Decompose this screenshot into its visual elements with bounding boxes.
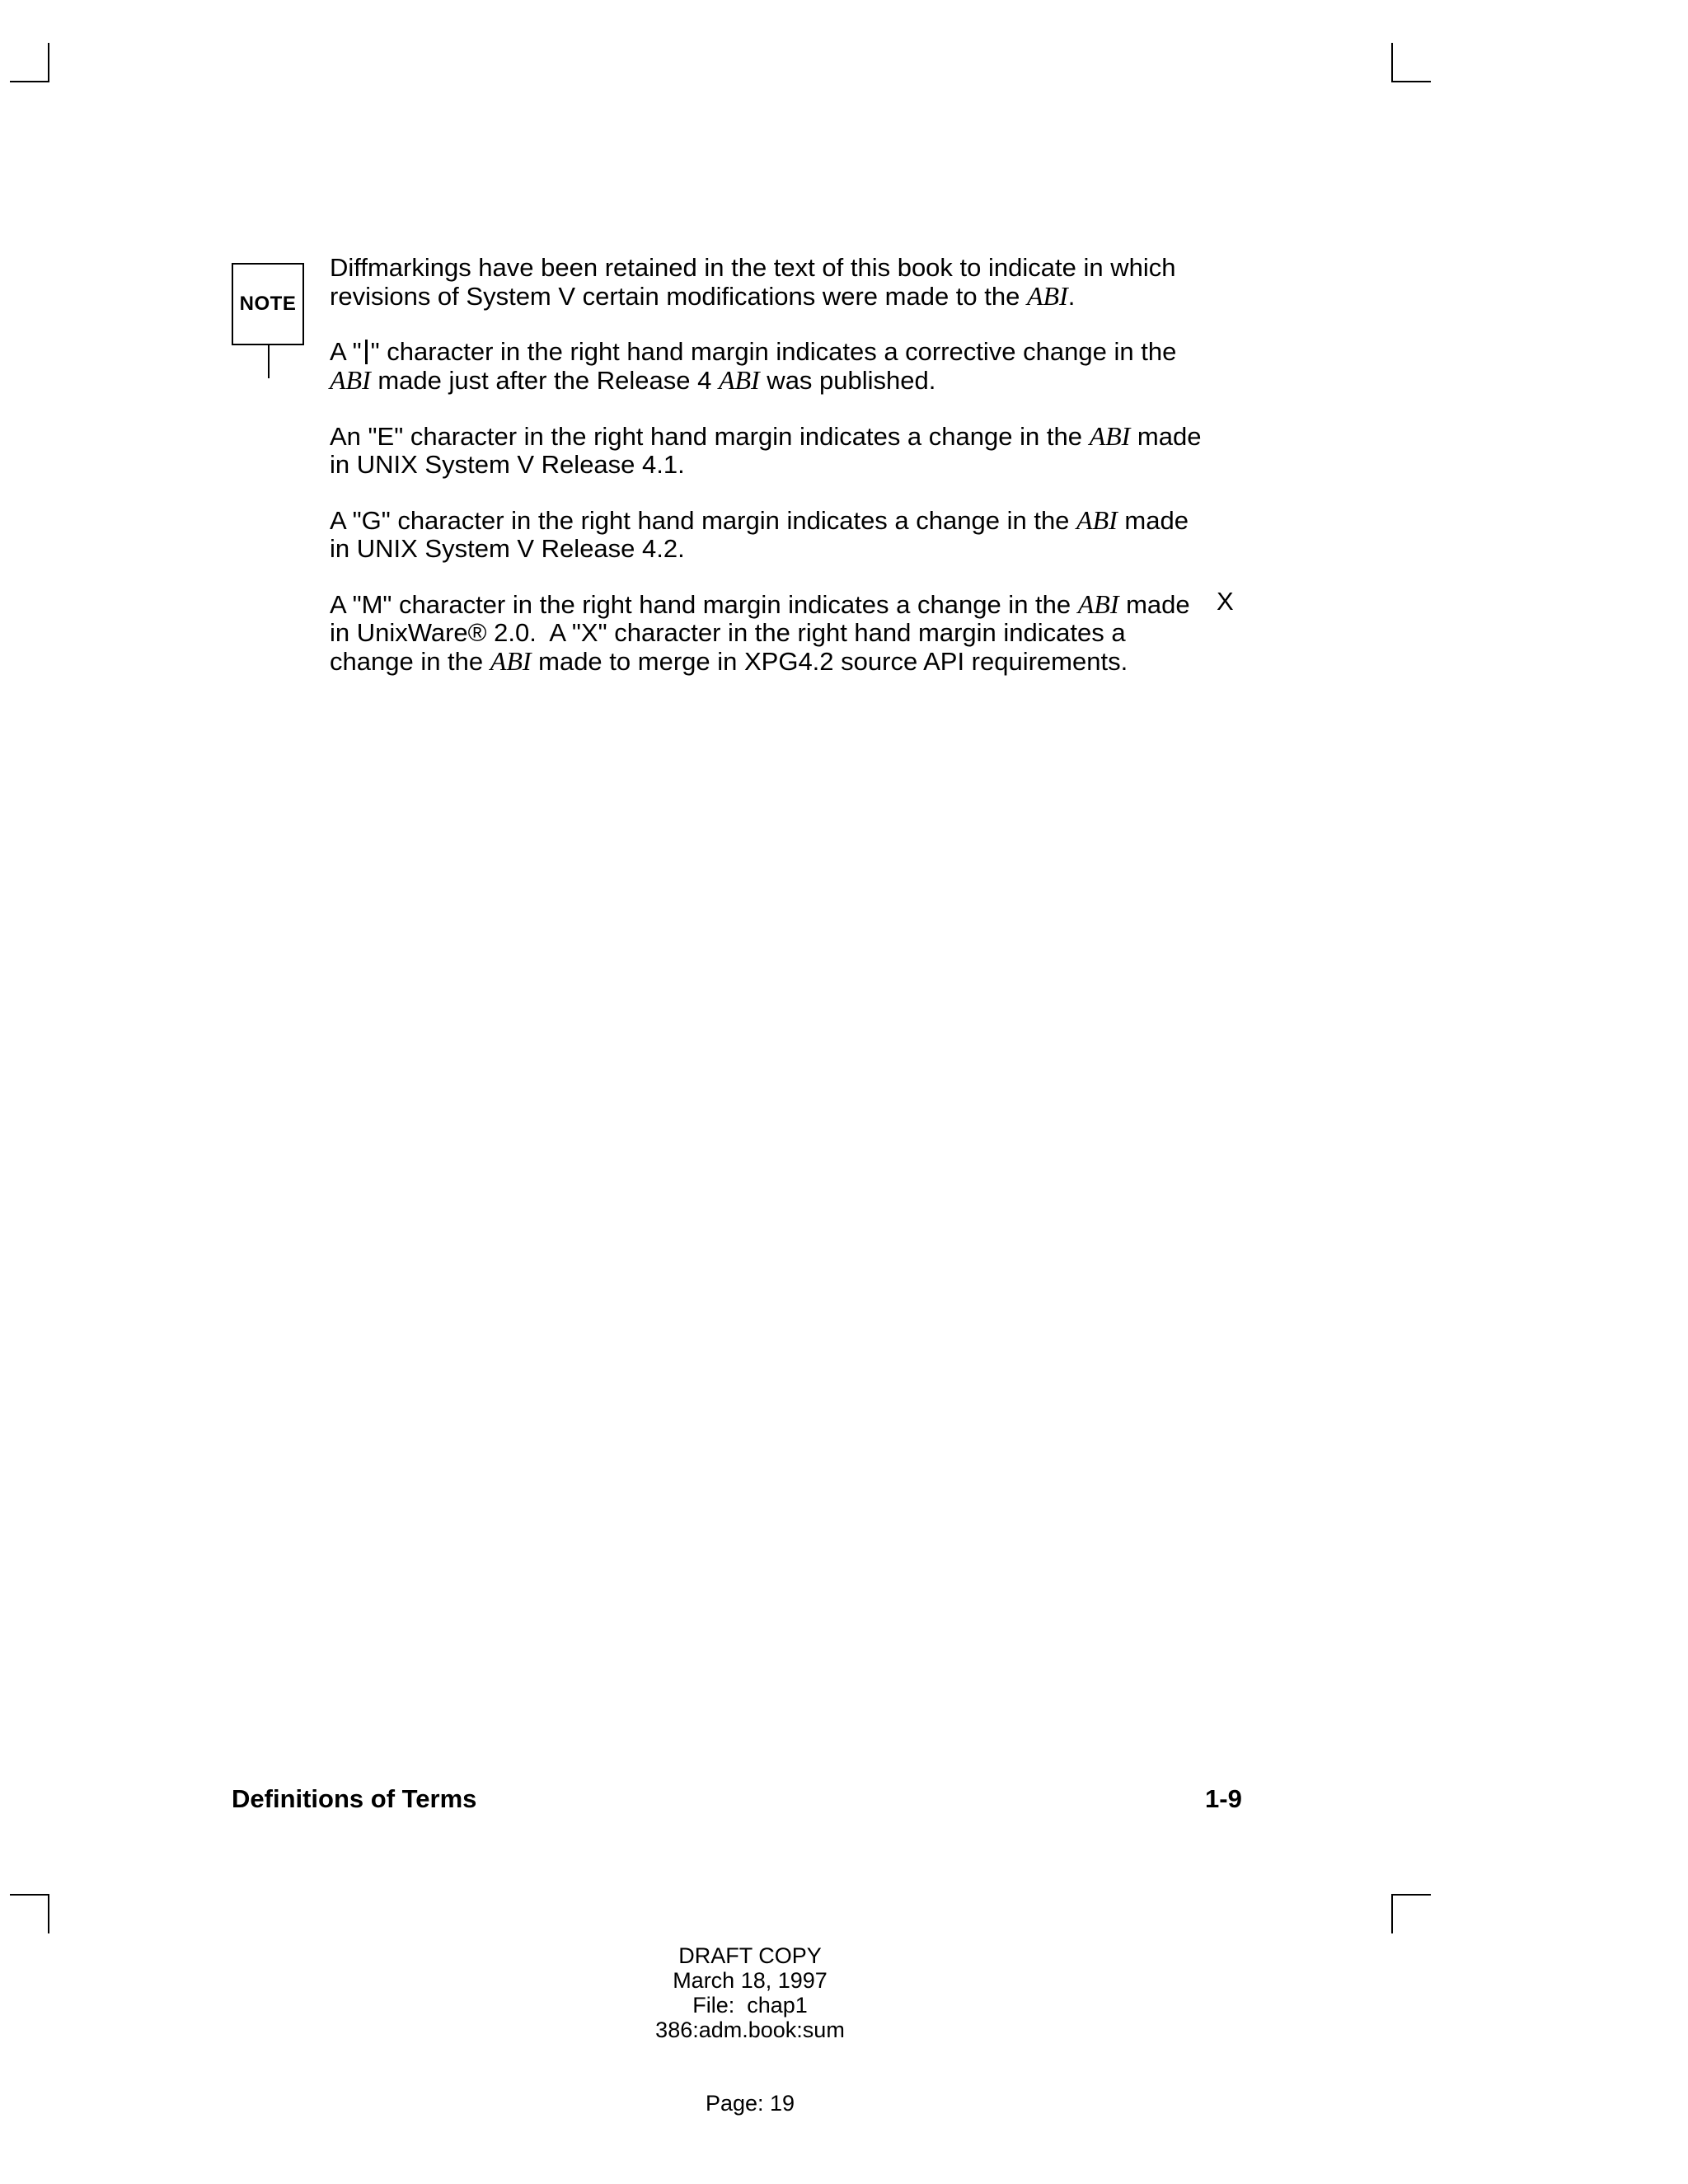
paragraph-m-x-marker [330, 590, 1203, 676]
note-box [232, 263, 304, 345]
crop-mark-bottom-right-vertical [1391, 1894, 1393, 1933]
paragraph-text: change in the [330, 647, 490, 676]
paragraph-text: Diffmarkings have been retained in the text of this book to indicate in which [330, 253, 1176, 282]
paragraph-text: A "G" character in the right hand margin indicates a change in the [330, 506, 1077, 535]
paragraph-text: revisions of System V certain modifications were made to the [330, 282, 1027, 311]
note-label: NOTE [239, 293, 297, 315]
draft-book: 386:adm.book:sum [655, 2018, 845, 2042]
draft-date: March 18, 1997 [673, 1968, 828, 1993]
abi-term: ABI [330, 365, 371, 395]
abi-term: ABI [1089, 421, 1131, 451]
note-body [330, 254, 1203, 703]
abi-term: ABI [718, 365, 760, 395]
draft-label: DRAFT COPY [678, 1943, 822, 1968]
paragraph-text: A "M" character in the right hand margin indicates a change in the [330, 590, 1078, 619]
paragraph-text: in UNIX System V Release 4.2. [330, 534, 685, 563]
footer-page-number: 1-9 [1205, 1784, 1242, 1813]
draft-stamp [577, 1943, 923, 2042]
change-bar-glyph [365, 340, 368, 364]
paragraph-text: made just after the Release 4 [370, 366, 719, 395]
paragraph-g-marker [330, 506, 1203, 563]
margin-diffmark: X [1217, 587, 1234, 616]
paragraph-text: An "E" character in the right hand margin indicates a change in the [330, 422, 1090, 451]
note-connector-line [268, 345, 270, 378]
paragraph-text: in UnixWare® 2.0. A "X" character in the right hand margin indicates a [330, 618, 1126, 647]
footer-section-title: Definitions of Terms [232, 1784, 477, 1813]
paragraph-text: . [1067, 282, 1076, 311]
paragraph-text: made to merge in XPG4.2 source API requirements. [531, 647, 1128, 676]
paragraph-text: made [1118, 590, 1190, 619]
abi-term: ABI [490, 646, 532, 676]
abi-term: ABI [1026, 281, 1068, 311]
paragraph-bar-marker [330, 338, 1203, 395]
crop-mark-top-right-vertical [1391, 43, 1393, 82]
abi-term: ABI [1076, 505, 1118, 535]
crop-mark-top-left-vertical [48, 43, 49, 82]
crop-mark-top-left-horizontal [10, 81, 49, 82]
paragraph-text: " character in the right hand margin indicates a corrective change in the [370, 337, 1177, 366]
paragraph-text: in UNIX System V Release 4.1. [330, 450, 685, 479]
paragraph-diffmarkings [330, 254, 1203, 311]
draft-page-number: Page: 19 [705, 2091, 795, 2116]
paragraph-text: made [1130, 422, 1202, 451]
crop-mark-top-right-horizontal [1391, 81, 1431, 82]
crop-mark-bottom-left-vertical [48, 1894, 49, 1933]
crop-mark-bottom-right-horizontal [1391, 1894, 1431, 1896]
paragraph-text: was published. [759, 366, 936, 395]
paragraph-text: made [1117, 506, 1189, 535]
paragraph-text: A " [330, 337, 362, 366]
abi-term: ABI [1077, 589, 1119, 619]
crop-mark-bottom-left-horizontal [10, 1894, 49, 1896]
draft-file: File: chap1 [692, 1993, 808, 2018]
paragraph-e-marker [330, 422, 1203, 479]
